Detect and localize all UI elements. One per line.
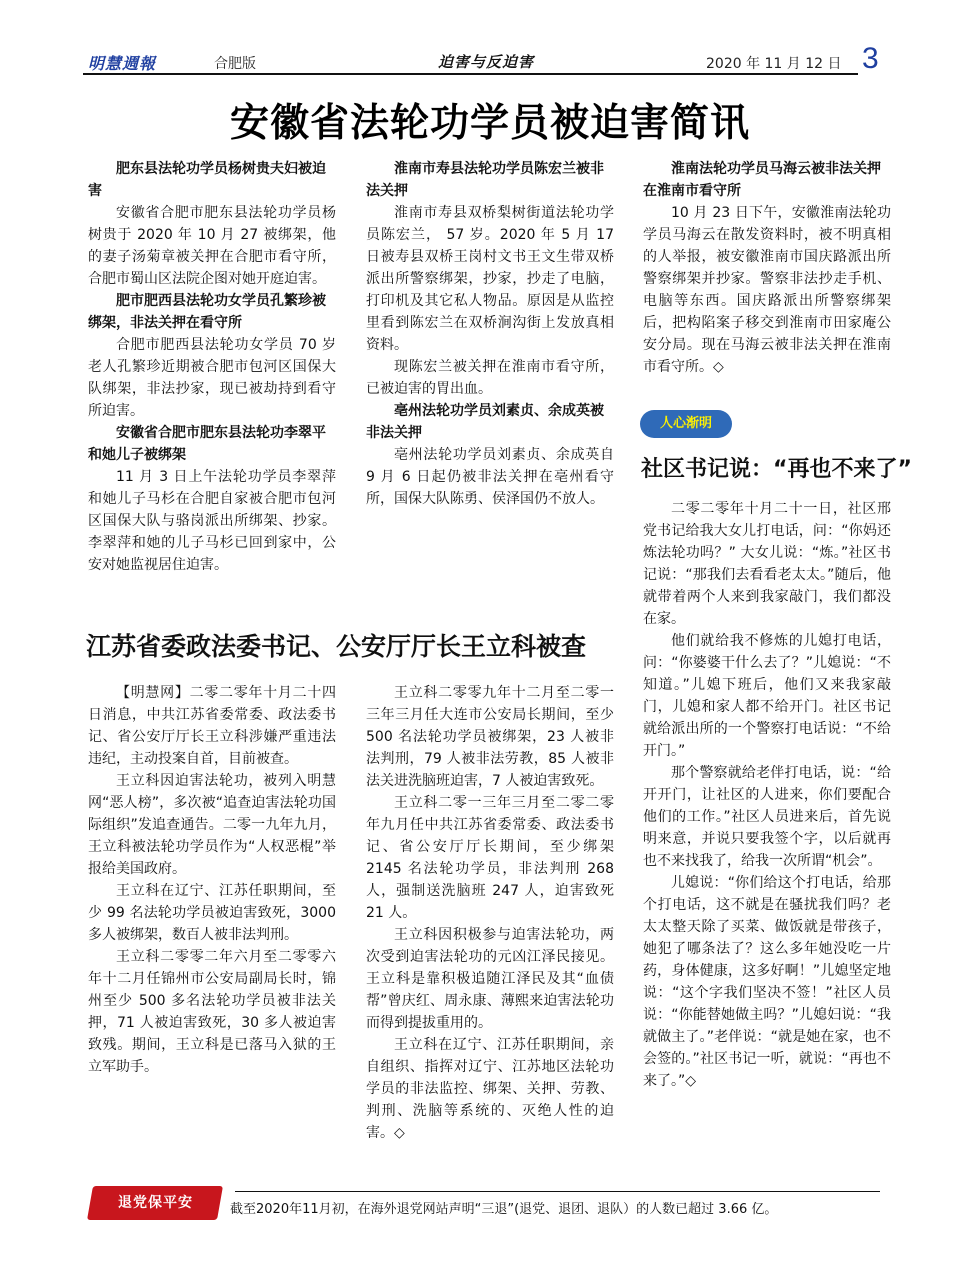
brief-body: 10 月 23 日下午，安徽淮南法轮功学员马海云在散发资料时，被不明真相的人举报，被安徽淮南市国庆路派出所警察绑架并抄家。警察非法抄走手机、电脑等东西。国庆路派出所警察绑架后，把构陷案子移交到淮南市田家庵公安分局。现在马海云被非法关押在淮南市看守所。◇ [643, 205, 891, 375]
article-column-2 [366, 682, 614, 1144]
brief-title: 亳州法轮功学员刘素贞、余成英被非法关押 [366, 403, 604, 441]
edition-label: 合肥版 [214, 56, 256, 72]
brief-title: 淮南法轮功学员马海云被非法关押在淮南市看守所 [643, 161, 881, 199]
footer-badge-label: 退党保平安 [117, 1195, 193, 1211]
brief-body: 亳州法轮功学员刘素贞、余成英自 9 月 6 日起仍被非法关押在亳州看守所，国保大队陈勇、侯泽国仍不放人。 [366, 447, 614, 507]
brief-body: 合肥市肥西县法轮功女学员 70 岁老人孔繁珍近期被合肥市包河区国保大队绑架，非法抄家，现已被劫持到看守所迫害。 [88, 337, 336, 419]
section-title: 迫害与反迫害 [438, 53, 535, 71]
footer-divider [235, 1191, 880, 1192]
briefs-column-1 [88, 158, 336, 576]
brief-title: 肥东县法轮功学员杨树贵夫妇被迫害 [88, 161, 326, 199]
footer-notice: 截至2020年11月初，在海外退党网站声明“三退”(退党、退团、退队）的人数已超过 3.66 亿。 [230, 1202, 778, 1217]
brief-body: 安徽省合肥市肥东县法轮功学员杨树贵于 2020 年 10 月 27 被绑架，他的妻子汤菊章被关押在合肥市看守所，合肥市蜀山区法院企图对她开庭迫害。 [88, 205, 336, 287]
article-paragraph: 王立科二零一三年三月至二零二零年九月任中共江苏省委常委、政法委书记、省公安厅厅长期间，至少绑架 2145 名法轮功学员，非法判刑 268 人，强制送洗脑班 247 人，迫害致死 21 人。 [366, 795, 614, 921]
article-paragraph: 【明慧网】二零二零年十月二十四日消息，中共江苏省委常委、政法委书记、省公安厅厅长王立科涉嫌严重违法违纪，主动投案自首，目前被查。 [88, 685, 336, 767]
article-paragraph: 王立科二零零二年六月至二零零六年十二月任锦州市公安局副局长时，锦州至少 500 多名法轮功学员被非法关押，71 人被迫害致死，30 多人被迫害致残。期间，王立科是已落马入狱的王立军助手。 [88, 949, 336, 1075]
article-paragraph: 王立科因积极参与迫害法轮功，两次受到迫害法轮功的元凶江泽民接见。王立科是靠积极追随江泽民及其“血债帮”曾庆红、周永康、薄熙来迫害法轮功而得到提拔重用的。 [366, 927, 614, 1031]
paper-name: 明慧週報 [88, 54, 157, 73]
briefs-column-2 [366, 158, 614, 510]
side-paragraph: 他们就给我不修炼的儿媳打电话，问：“你婆婆干什么去了？”儿媳说：“不知道。”儿媳下班后，他们又来我家敲门，儿媳和家人都不给开门。社区书记就给派出所的一个警察打电话说：“不给开门。” [643, 633, 891, 759]
side-paragraph: 二零二零年十月二十一日，社区邢党书记给我大女儿打电话，问：“你妈还炼法轮功吗？” 大女儿说：“炼。”社区书记说：“那我们去看看老太太。”随后，他就带着两个人来到我家敲门，我们都没在家。 [643, 501, 891, 627]
brief-title: 安徽省合肥市肥东县法轮功李翠平和她儿子被绑架 [88, 425, 326, 463]
side-paragraph: 儿媳说：“你们给这个打电话，给那个打电话，这不就是在骚扰我们吗？老太太整天除了买菜、做饭就是带孩子，她犯了哪条法了？这么多年她没吃一片药，身体健康，这多好啊！”儿媳坚定地说：“这个字我们坚决不签！”社区人员说：“你能替她做主吗？”儿媳妇说：“我就做主了。”老伴说：“就是她在家，也不会签的。”社区书记一听，就说：“再也不来了。”◇ [643, 875, 891, 1089]
issue-date: 2020 年 11 月 12 日 [706, 56, 842, 72]
side-story-column [643, 498, 891, 1092]
brief-body: 淮南市寿县双桥梨树街道法轮功学员陈宏兰， 57 岁。2020 年 5 月 17 日被寿县双桥王岗村文书王文生带双桥派出所警察绑架，抄家，抄走了电脑，打印机及其它私人物品。原因是从监控里看到陈宏兰在双桥涧沟街上发放真相资料。 [366, 205, 614, 353]
side-story-headline: 社区书记说：“再也不来了” [641, 457, 912, 482]
brief-title: 肥市肥西县法轮功女学员孔繁珍被绑架，非法关押在看守所 [88, 293, 326, 331]
brief-body: 现陈宏兰被关押在淮南市看守所，已被迫害的胃出血。 [366, 359, 614, 397]
article-paragraph: 王立科因迫害法轮功，被列入明慧网“恶人榜”，多次被“追查迫害法轮功国际组织”发追查通告。二零一九年九月，王立科被法轮功学员作为“人权恶棍”举报给美国政府。 [88, 773, 336, 877]
article-paragraph: 王立科在辽宁、江苏任职期间，亲自组织、指挥对辽宁、江苏地区法轮功学员的非法监控、绑架、关押、劳教、判刑、洗脑等系统的、灭绝人性的迫害。◇ [366, 1037, 614, 1141]
section-tag-badge: 人心渐明 [640, 410, 732, 438]
article-paragraph: 王立科在辽宁、江苏任职期间，至少 99 名法轮功学员被迫害致死，3000 多人被绑架，数百人被非法判刑。 [88, 883, 336, 943]
side-paragraph: 那个警察就给老伴打电话，说：“给开开门，让社区的人进来，你们要配合他们的工作。”社区人员进来后，首先说明来意，并说只要我签个字，以后就再也不来找我了，给我一次所谓“机会”。 [643, 765, 891, 869]
brief-title: 淮南市寿县法轮功学员陈宏兰被非法关押 [366, 161, 604, 199]
brief-body: 11 月 3 日上午法轮功学员李翠萍和她儿子马杉在合肥自家被合肥市包河区国保大队与骆岗派出所绑架、抄家。李翠萍和她的儿子马杉已回到家中，公安对她监视居住迫害。 [88, 469, 336, 573]
masthead-divider [83, 73, 858, 75]
article-column-1 [88, 682, 336, 1078]
article-paragraph: 王立科二零零九年十二月至二零一三年三月任大连市公安局长期间，至少 500 名法轮功学员被绑架，23 人被非法判刑，79 人被非法劳教，85 人被非法关进洗脑班迫害，7 人被迫害致死。 [366, 685, 614, 789]
footer-badge [87, 1186, 223, 1220]
briefs-column-3 [643, 158, 891, 378]
page-number: 3 [862, 42, 879, 75]
main-headline: 安徽省法轮功学员被迫害简讯 [229, 101, 750, 146]
article-headline: 江苏省委政法委书记、公安厅厅长王立科被查 [86, 632, 587, 661]
